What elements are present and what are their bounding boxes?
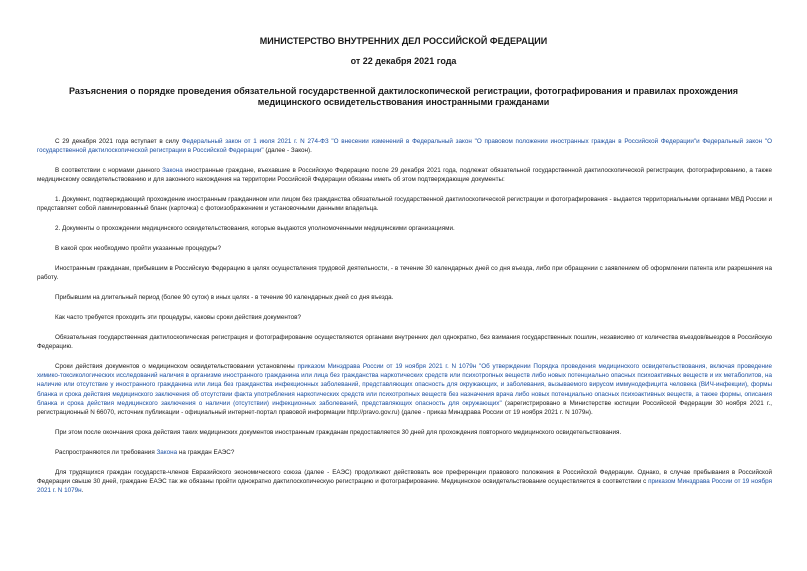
ministry-heading: МИНИСТЕРСТВО ВНУТРЕННИХ ДЕЛ РОССИЙСКОЙ ФЕДЕРАЦИИ <box>259 36 548 46</box>
paragraph-text: (зарегистрировано в Министерстве юстиции Российской Федерации 30 ноября 2021 г., регистрационный N 66070, источник публикации - официальный интернет-портал правовой информации http://pravo.gov.ru) (далее - приказ Минздрава России от 19 ноября 2021 г. N 1079н). <box>37 399 772 417</box>
paragraph-text: . <box>81 487 84 495</box>
paragraph-text: С 29 декабря 2021 года вступает в силу <box>55 138 182 145</box>
paragraph-item-1: 1. Документ, подтверждающий прохождение иностранным гражданином или лицом без гражданства обязательной государственной дактилоскопической регистрации и фотографирования - выдается территориальными органами МВД России и представляет собой ламинированный бланк (карточка) с фотоизображением и установочными данными владельца. <box>37 196 772 213</box>
paragraph-text: Для трудящихся граждан государств-членов Евразийского экономического союза (далее - ЕАЭС) продолжают действовать все преференции правового положения в Российской Федерации. Однако, в случае пребывания в Российской Федерации свыше 30 дней, граждане ЕАЭС так же обязаны пройти однократно дактилоскопическую регистрацию и фотографирование. Медицинское освидетельствование осуществляется в соответствии с <box>37 468 772 485</box>
paragraph-intro <box>37 137 772 156</box>
paragraph-text: Сроки действия документов о медицинском освидетельствовании установлены <box>55 362 298 370</box>
document-date: от 22 декабря 2021 года <box>350 56 457 66</box>
document-title: Разъяснения о порядке проведения обязательной государственной дактилоскопической регистрации, фотографирования и правилах прохождения медицинского освидетельствования иностранными гражданами <box>68 86 739 107</box>
paragraph-text: на граждан ЕАЭС? <box>177 448 235 456</box>
paragraph-long-stay: Прибывшим на длительный период (более 90 суток) в иных целях - в течение 90 календарных дней со дня въезда. <box>55 293 394 301</box>
paragraph-text: В соответствии с нормами данного <box>55 167 163 175</box>
paragraph-text: Распространяются ли требования <box>55 448 157 456</box>
order-link[interactable]: приказом Минздрава России от 19 ноября 2021 г. N 1079н <box>37 477 772 495</box>
health-ministry-order-link[interactable]: приказом Минздрава России от 19 ноября 2021 г. N 1079н "Об утверждении Порядка проведения медицинского освидетельствования, включая проведение химико-токсикологических исследований наличия в организме иностранного гражданина или лица без гражданства наркотических средств или психотропных веществ либо новых потенциально опасных психоактивных веществ и их метаболитов, на наличие или отсутствие у иностранного гражданина или лица без гражданства инфекционных заболеваний, представляющих опасность для окружающих, и заболевания, вызываемого вирусом иммунодефицита человека (ВИЧ-инфекции), формы бланка и срока действия медицинского заключения об отсутствии факта употребления наркотических средств или психотропных веществ без назначения врача либо новых потенциально опасных психоактивных веществ, а также формы, описания бланка и срока действия медицинского заключения о наличии (отсутствии) инфекционных заболеваний, представляющих опасность для окружающих" <box>37 362 773 407</box>
paragraph-workers: Иностранным гражданам, прибывшим в Российскую Федерацию в целях осуществления трудовой деятельности, - в течение 30 календарных дней со дня въезда, либо при обращении с заявлением об оформлении патента или разрешения на работу. <box>37 264 772 282</box>
paragraph-requirements <box>37 166 772 185</box>
paragraph-once: Обязательная государственная дактилоскопическая регистрация и фотографирование осуществляются органами внутренних дел однократно, без взимания государственных пошлин, независимо от количества въездов/выездов в Российскую Федерацию. <box>37 333 772 350</box>
law-link[interactable]: Закона <box>162 167 183 175</box>
document-body <box>37 137 772 506</box>
question-deadline: В какой срок необходимо пройти указанные процедуры? <box>55 245 221 253</box>
paragraph-renewal: При этом после окончания срока действия таких медицинских документов иностранным гражданам предоставляется 30 дней для прохождения повторного медицинского освидетельствования. <box>55 428 622 436</box>
paragraph-item-2: 2. Документы о прохождении медицинского освидетельствования, которые выдаются уполномоченными медицинскими организациями. <box>55 225 455 233</box>
paragraph-eaeu <box>37 468 772 496</box>
paragraph-text: (далее - Закон). <box>263 147 312 155</box>
paragraph-text: иностранные граждане, въехавшие в Российскую Федерацию после 29 декабря 2021 года, подлежат обязательной государственной дактилоскопической регистрации, фотографированию, а также медицинскому освидетельствованию и для законного нахождения на территории Российской Федерации обязаны иметь об этом подтверждающие документы: <box>37 167 772 184</box>
paragraph-validity <box>37 362 772 418</box>
question-frequency: Как часто требуется проходить эти процедуры, каковы сроки действия документов? <box>55 313 301 321</box>
federal-law-link[interactable]: Федеральный закон от 1 июля 2021 г. N 274-ФЗ "О внесении изменений в Федеральный закон "О правовом положении иностранных граждан в Российской Федерации"и Федеральный закон "О государственной дактилоскопической регистрации в Российской Федерации" <box>37 138 772 155</box>
law-link[interactable]: Закона <box>156 448 178 456</box>
question-eaeu <box>37 448 772 457</box>
